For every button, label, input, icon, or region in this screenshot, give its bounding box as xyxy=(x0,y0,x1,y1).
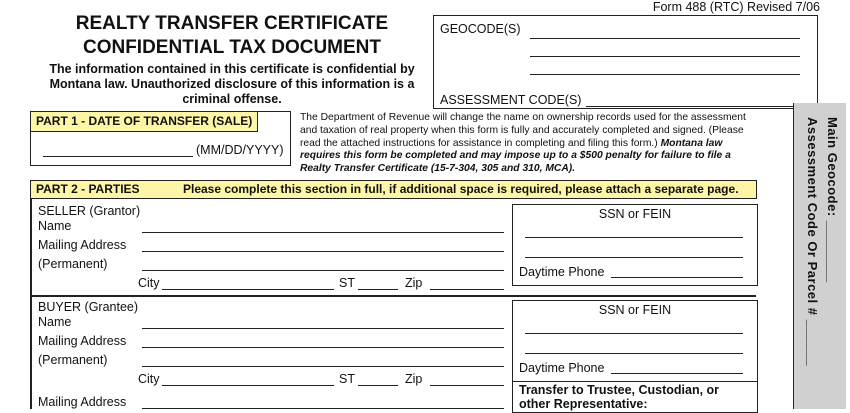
seller-name-label: Name xyxy=(38,219,72,233)
buyer-permanent-label: (Permanent) xyxy=(38,353,108,367)
confidential-line2: Montana law. Unauthorized disclosure of this information is a xyxy=(49,77,415,91)
seller-phone-field[interactable] xyxy=(611,277,743,278)
seller-zip-label: Zip xyxy=(405,276,423,290)
seller-address-field[interactable] xyxy=(142,270,504,271)
seller-name-field[interactable] xyxy=(142,232,504,233)
buyer-id-box xyxy=(512,300,758,382)
buyer-mailing-label: Mailing Address xyxy=(38,334,127,348)
part2-left-border xyxy=(30,199,32,409)
assessment-code-label: Assessment Code Or Parcel # ______ xyxy=(805,117,820,366)
seller-city-field[interactable] xyxy=(162,289,334,290)
notice-text: The Department of Revenue will change the name on ownership records used for the assessment and taxation of real property when this form is fully and accurately completed and signed. (Please read the attached instructions for assistance in completing and filing this form.) xyxy=(300,112,746,149)
part2-instruction: Please complete this section in full, if additional space is required, please attach a separate page. xyxy=(183,182,739,196)
buyer-mailing-field[interactable] xyxy=(142,347,504,348)
seller-mailing-label: Mailing Address xyxy=(38,238,127,252)
trustee-line1: Transfer to Trustee, Custodian, or xyxy=(519,383,720,397)
seller-st-field[interactable] xyxy=(358,289,398,290)
seller-phone-label: Daytime Phone xyxy=(519,265,605,279)
seller-id-box xyxy=(512,204,758,286)
seller-ssn-field-2[interactable] xyxy=(525,257,743,258)
seller-st-label: ST xyxy=(339,276,355,290)
notice-bold-text: Montana law requires this form be completed and may impose up to a $500 penalty for failure to file a Realty Transfer Certificate (15-7-304, 305 and 310, MCA). xyxy=(300,137,731,175)
section-divider xyxy=(30,295,756,297)
confidential-line1: The information contained in this certificate is confidential by xyxy=(49,62,415,76)
seller-zip-field[interactable] xyxy=(430,289,504,290)
buyer-heading: BUYER (Grantee) xyxy=(38,300,139,314)
seller-heading: SELLER (Grantor) xyxy=(38,204,141,218)
trustee-line2: other Representative: xyxy=(519,397,648,411)
buyer-city-field[interactable] xyxy=(162,385,334,386)
buyer-ssn-label: SSN or FEIN xyxy=(598,303,672,317)
seller-mailing-field[interactable] xyxy=(142,251,504,252)
seller-city-label: City xyxy=(138,276,160,290)
assessment-code-field[interactable] xyxy=(586,106,800,107)
geocode-field-2[interactable] xyxy=(530,56,800,57)
buyer-ssn-field-1[interactable] xyxy=(525,333,743,334)
part1-heading: PART 1 - DATE OF TRANSFER (SALE) xyxy=(36,114,253,128)
form-title-line2: CONFIDENTIAL TAX DOCUMENT xyxy=(82,37,381,58)
assessment-codes-label: ASSESSMENT CODE(S) xyxy=(440,93,582,107)
buyer-name-field[interactable] xyxy=(142,328,504,329)
sidebar-text xyxy=(802,117,842,366)
seller-ssn-field-1[interactable] xyxy=(525,237,743,238)
date-format-label: (MM/DD/YYYY) xyxy=(196,143,284,157)
main-geocode-label: Main Geocode: ________ xyxy=(825,117,840,283)
geocode-box xyxy=(433,15,818,109)
seller-ssn-label: SSN or FEIN xyxy=(598,207,672,221)
buyer-phone-field[interactable] xyxy=(611,373,743,374)
form-number: Form 488 (RTC) Revised 7/06 xyxy=(652,0,820,14)
confidential-notice xyxy=(32,62,432,107)
geocode-field-1[interactable] xyxy=(530,38,800,39)
buyer-ssn-field-2[interactable] xyxy=(525,353,743,354)
buyer-st-label: ST xyxy=(339,372,355,386)
buyer-phone-label: Daytime Phone xyxy=(519,361,605,375)
buyer-zip-label: Zip xyxy=(405,372,423,386)
confidential-line3: criminal offense. xyxy=(182,92,282,106)
part2-heading: PART 2 - PARTIES xyxy=(36,182,140,196)
form-title-line1: REALTY TRANSFER CERTIFICATE xyxy=(75,13,389,34)
buyer-name-label: Name xyxy=(38,315,72,329)
geocode-field-3[interactable] xyxy=(530,74,800,75)
seller-permanent-label: (Permanent) xyxy=(38,257,108,271)
buyer-zip-field[interactable] xyxy=(430,385,504,386)
part2-heading-bar xyxy=(30,180,757,199)
trustee-box xyxy=(512,381,758,413)
buyer-city-label: City xyxy=(138,372,160,386)
part1-heading-bg xyxy=(31,112,258,132)
part1-box xyxy=(30,111,291,166)
buyer-address-field[interactable] xyxy=(142,366,504,367)
buyer-mailing2-label: Mailing Address xyxy=(38,395,127,409)
transfer-date-field[interactable] xyxy=(43,156,193,157)
sidebar-codes xyxy=(793,103,846,409)
buyer-st-field[interactable] xyxy=(358,385,398,386)
geocodes-label: GEOCODE(S) xyxy=(440,22,521,36)
department-notice xyxy=(300,112,755,176)
